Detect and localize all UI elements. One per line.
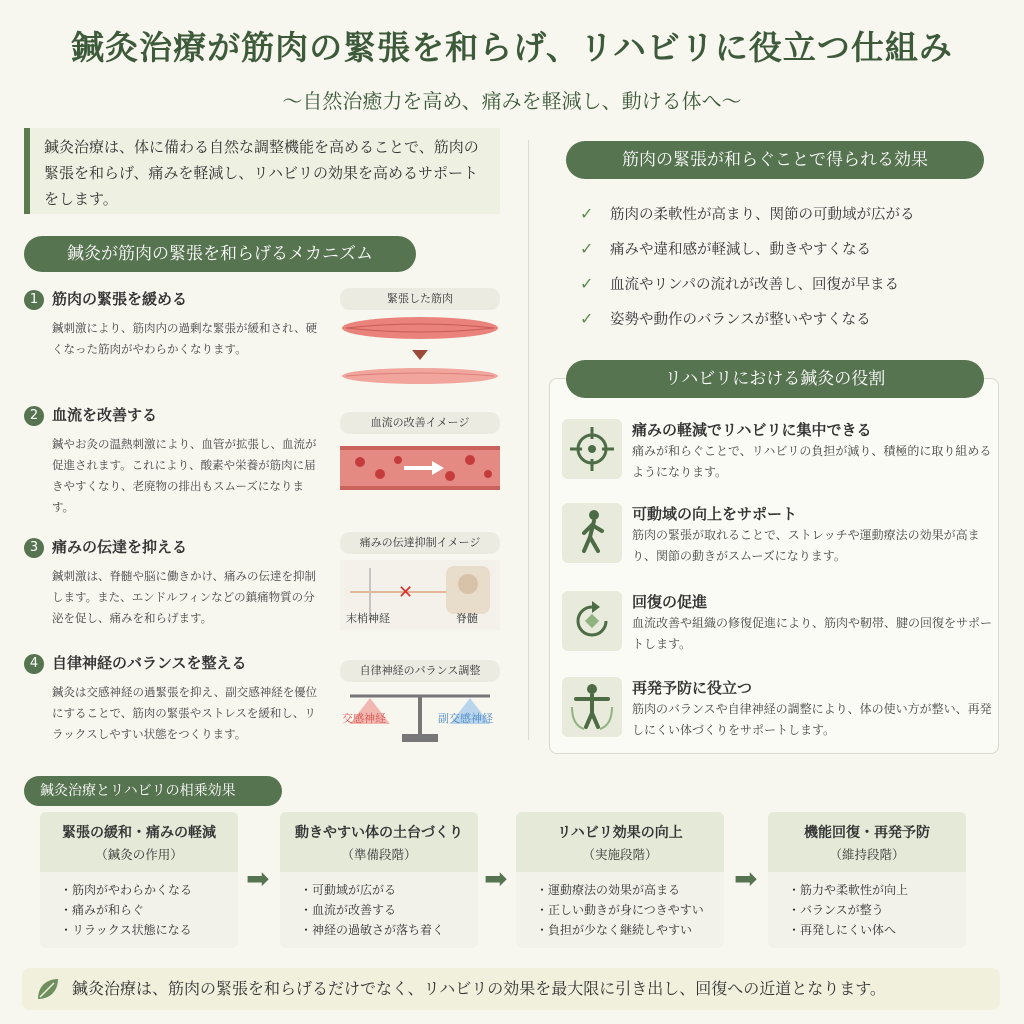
effects-list xyxy=(580,196,1000,336)
column-divider xyxy=(528,140,529,740)
synergy-card-title: リハビリ効果の向上 xyxy=(557,825,683,841)
role-title: 再発予防に役立つ xyxy=(632,679,753,697)
effect-item: ✓ 血流やリンパの流れが改善し、回復が早まる xyxy=(580,274,899,293)
step-body: 鍼灸は交感神経の過緊張を抑え、副交感神経を優位にすることで、筋肉の緊張やストレスを緩和し、リラックスしやすい状態をつくります。 xyxy=(52,685,318,741)
leaf-icon xyxy=(34,975,62,1003)
roles-box xyxy=(549,378,999,754)
synergy-card-title: 動きやすい体の土台づくり xyxy=(295,825,463,841)
step-title: 筋肉の緊張を緩める xyxy=(52,290,188,308)
sympathetic-label: 交感神経 xyxy=(342,712,386,725)
synergy-item: ・筋肉がやわらかくなる xyxy=(60,883,193,897)
synergy-card-sub: （実施段階） xyxy=(582,847,658,862)
balance-person-icon xyxy=(562,677,622,737)
recovery-cycle-icon xyxy=(562,591,622,651)
synergy-card-sub: （維持段階） xyxy=(829,847,905,862)
step-title: 痛みの伝達を抑える xyxy=(52,538,188,556)
flow-arrow-icon: ➡ xyxy=(246,862,270,895)
role-body: 痛みが和らぐことで、リハビリの負担が減り、積極的に取り組めるようになります。 xyxy=(632,444,992,479)
step-body: 鍼やお灸の温熱刺激により、血管が拡張し、血流が促進されます。これにより、酸素や栄養が筋肉に届きやすくなり、老廃物の排出もスムーズになります。 xyxy=(52,437,317,514)
synergy-card xyxy=(516,812,724,948)
role-title: 痛みの軽減でリハビリに集中できる xyxy=(632,421,872,439)
footer-banner xyxy=(22,968,1000,1010)
synergy-item: ・可動域が広がる xyxy=(300,883,397,897)
synergy-card-title: 緊張の緩和・痛みの軽減 xyxy=(62,825,216,841)
check-icon: ✓ xyxy=(580,309,594,328)
check-icon: ✓ xyxy=(580,204,594,223)
role-title: 可動域の向上をサポート xyxy=(632,505,798,523)
check-icon: ✓ xyxy=(580,239,594,258)
synergy-item: ・運動療法の効果が高まる xyxy=(536,883,681,897)
illustration-label: 血流の改善イメージ xyxy=(340,412,500,434)
step-number: 4 xyxy=(24,654,44,674)
intro-box: 鍼灸治療は、体に備わる自然な調整機能を高めることで、筋肉の緊張を和らげ、痛みを軽減し、リハビリの効果を高めるサポートをします。 xyxy=(24,128,500,214)
target-icon xyxy=(562,419,622,479)
synergy-item: ・バランスが整う xyxy=(788,903,884,917)
synergy-item: ・神経の過敏さが落ち着く xyxy=(300,923,445,937)
synergy-card-sub: （準備段階） xyxy=(341,847,417,862)
synergy-item: ・血流が改善する xyxy=(300,903,397,917)
synergy-card xyxy=(280,812,478,948)
role-body: 筋肉の緊張が取れることで、ストレッチや運動療法の効果が高まり、関節の動きがスムーズになります。 xyxy=(632,528,980,563)
muscle-illustration xyxy=(340,314,500,394)
mechanism-heading: 鍼灸が筋肉の緊張を和らげるメカニズム xyxy=(24,236,416,272)
effect-item: ✓ 痛みや違和感が軽減し、動きやすくなる xyxy=(580,239,871,258)
step-number: 2 xyxy=(24,406,44,426)
effects-heading: 筋肉の緊張が和らぐことで得られる効果 xyxy=(566,141,984,179)
step-title: 血流を改善する xyxy=(52,406,158,424)
synergy-item: ・筋力や柔軟性が向上 xyxy=(788,883,909,897)
walking-person-icon xyxy=(562,503,622,563)
synergy-heading: 鍼灸治療とリハビリの相乗効果 xyxy=(24,776,282,806)
footer-text: 鍼灸治療は、筋肉の緊張を和らげるだけでなく、リハビリの効果を最大限に引き出し、回復への近道となります。 xyxy=(72,979,886,998)
illustration-label: 緊張した筋肉 xyxy=(340,288,500,310)
synergy-card-title: 機能回復・再発予防 xyxy=(804,825,930,841)
step-number: 1 xyxy=(24,290,44,310)
nerve-label: 末梢神経 xyxy=(346,612,390,625)
svg-text:✕: ✕ xyxy=(398,582,414,603)
effect-item: ✓ 筋肉の柔軟性が高まり、関節の可動域が広がる xyxy=(580,204,915,223)
role-body: 筋肉のバランスや自律神経の調整により、体の使い方が整い、再発しにくい体づくりをサポートします。 xyxy=(632,702,992,737)
check-icon: ✓ xyxy=(580,274,594,293)
spine-label: 脊髄 xyxy=(456,612,478,625)
roles-heading: リハビリにおける鍼灸の役割 xyxy=(566,360,984,398)
step-body: 鍼刺激は、脊髄や脳に働きかけ、痛みの伝達を抑制します。また、エンドルフィンなどの鎮痛物質の分泌を促し、痛みを和らげます。 xyxy=(52,569,317,625)
page-subtitle: 〜自然治癒力を高め、痛みを軽減し、動ける体へ〜 xyxy=(282,89,742,113)
parasympathetic-label: 副交感神経 xyxy=(438,712,493,725)
synergy-item: ・正しい動きが身につきやすい xyxy=(536,903,704,917)
synergy-item: ・再発しにくい体へ xyxy=(788,923,897,937)
synergy-item: ・負担が少なく継続しやすい xyxy=(536,923,693,937)
flow-arrow-icon: ➡ xyxy=(484,862,508,895)
synergy-card-sub: （鍼灸の作用） xyxy=(95,847,183,862)
step-number: 3 xyxy=(24,538,44,558)
synergy-item: ・痛みが和らぐ xyxy=(60,903,145,917)
role-body: 血流改善や組織の修復促進により、筋肉や靭帯、腱の回復をサポートします。 xyxy=(632,616,993,651)
synergy-card xyxy=(768,812,966,948)
effect-item: ✓ 姿勢や動作のバランスが整いやすくなる xyxy=(580,309,871,328)
illustration-label: 自律神経のバランス調整 xyxy=(340,660,500,682)
step-body: 鍼刺激により、筋肉内の過剰な緊張が緩和され、硬くなった筋肉がやわらかくなります。 xyxy=(52,321,318,356)
synergy-item: ・リラックス状態になる xyxy=(60,923,192,937)
blood-flow-illustration xyxy=(340,440,500,500)
step-title: 自律神経のバランスを整える xyxy=(52,654,247,672)
page-title: 鍼灸治療が筋肉の緊張を和らげ、リハビリに役立つ仕組み xyxy=(71,28,953,67)
synergy-card xyxy=(40,812,238,948)
illustration-label: 痛みの伝達抑制イメージ xyxy=(340,532,500,554)
flow-arrow-icon: ➡ xyxy=(734,862,758,895)
role-title: 回復の促進 xyxy=(632,593,708,611)
